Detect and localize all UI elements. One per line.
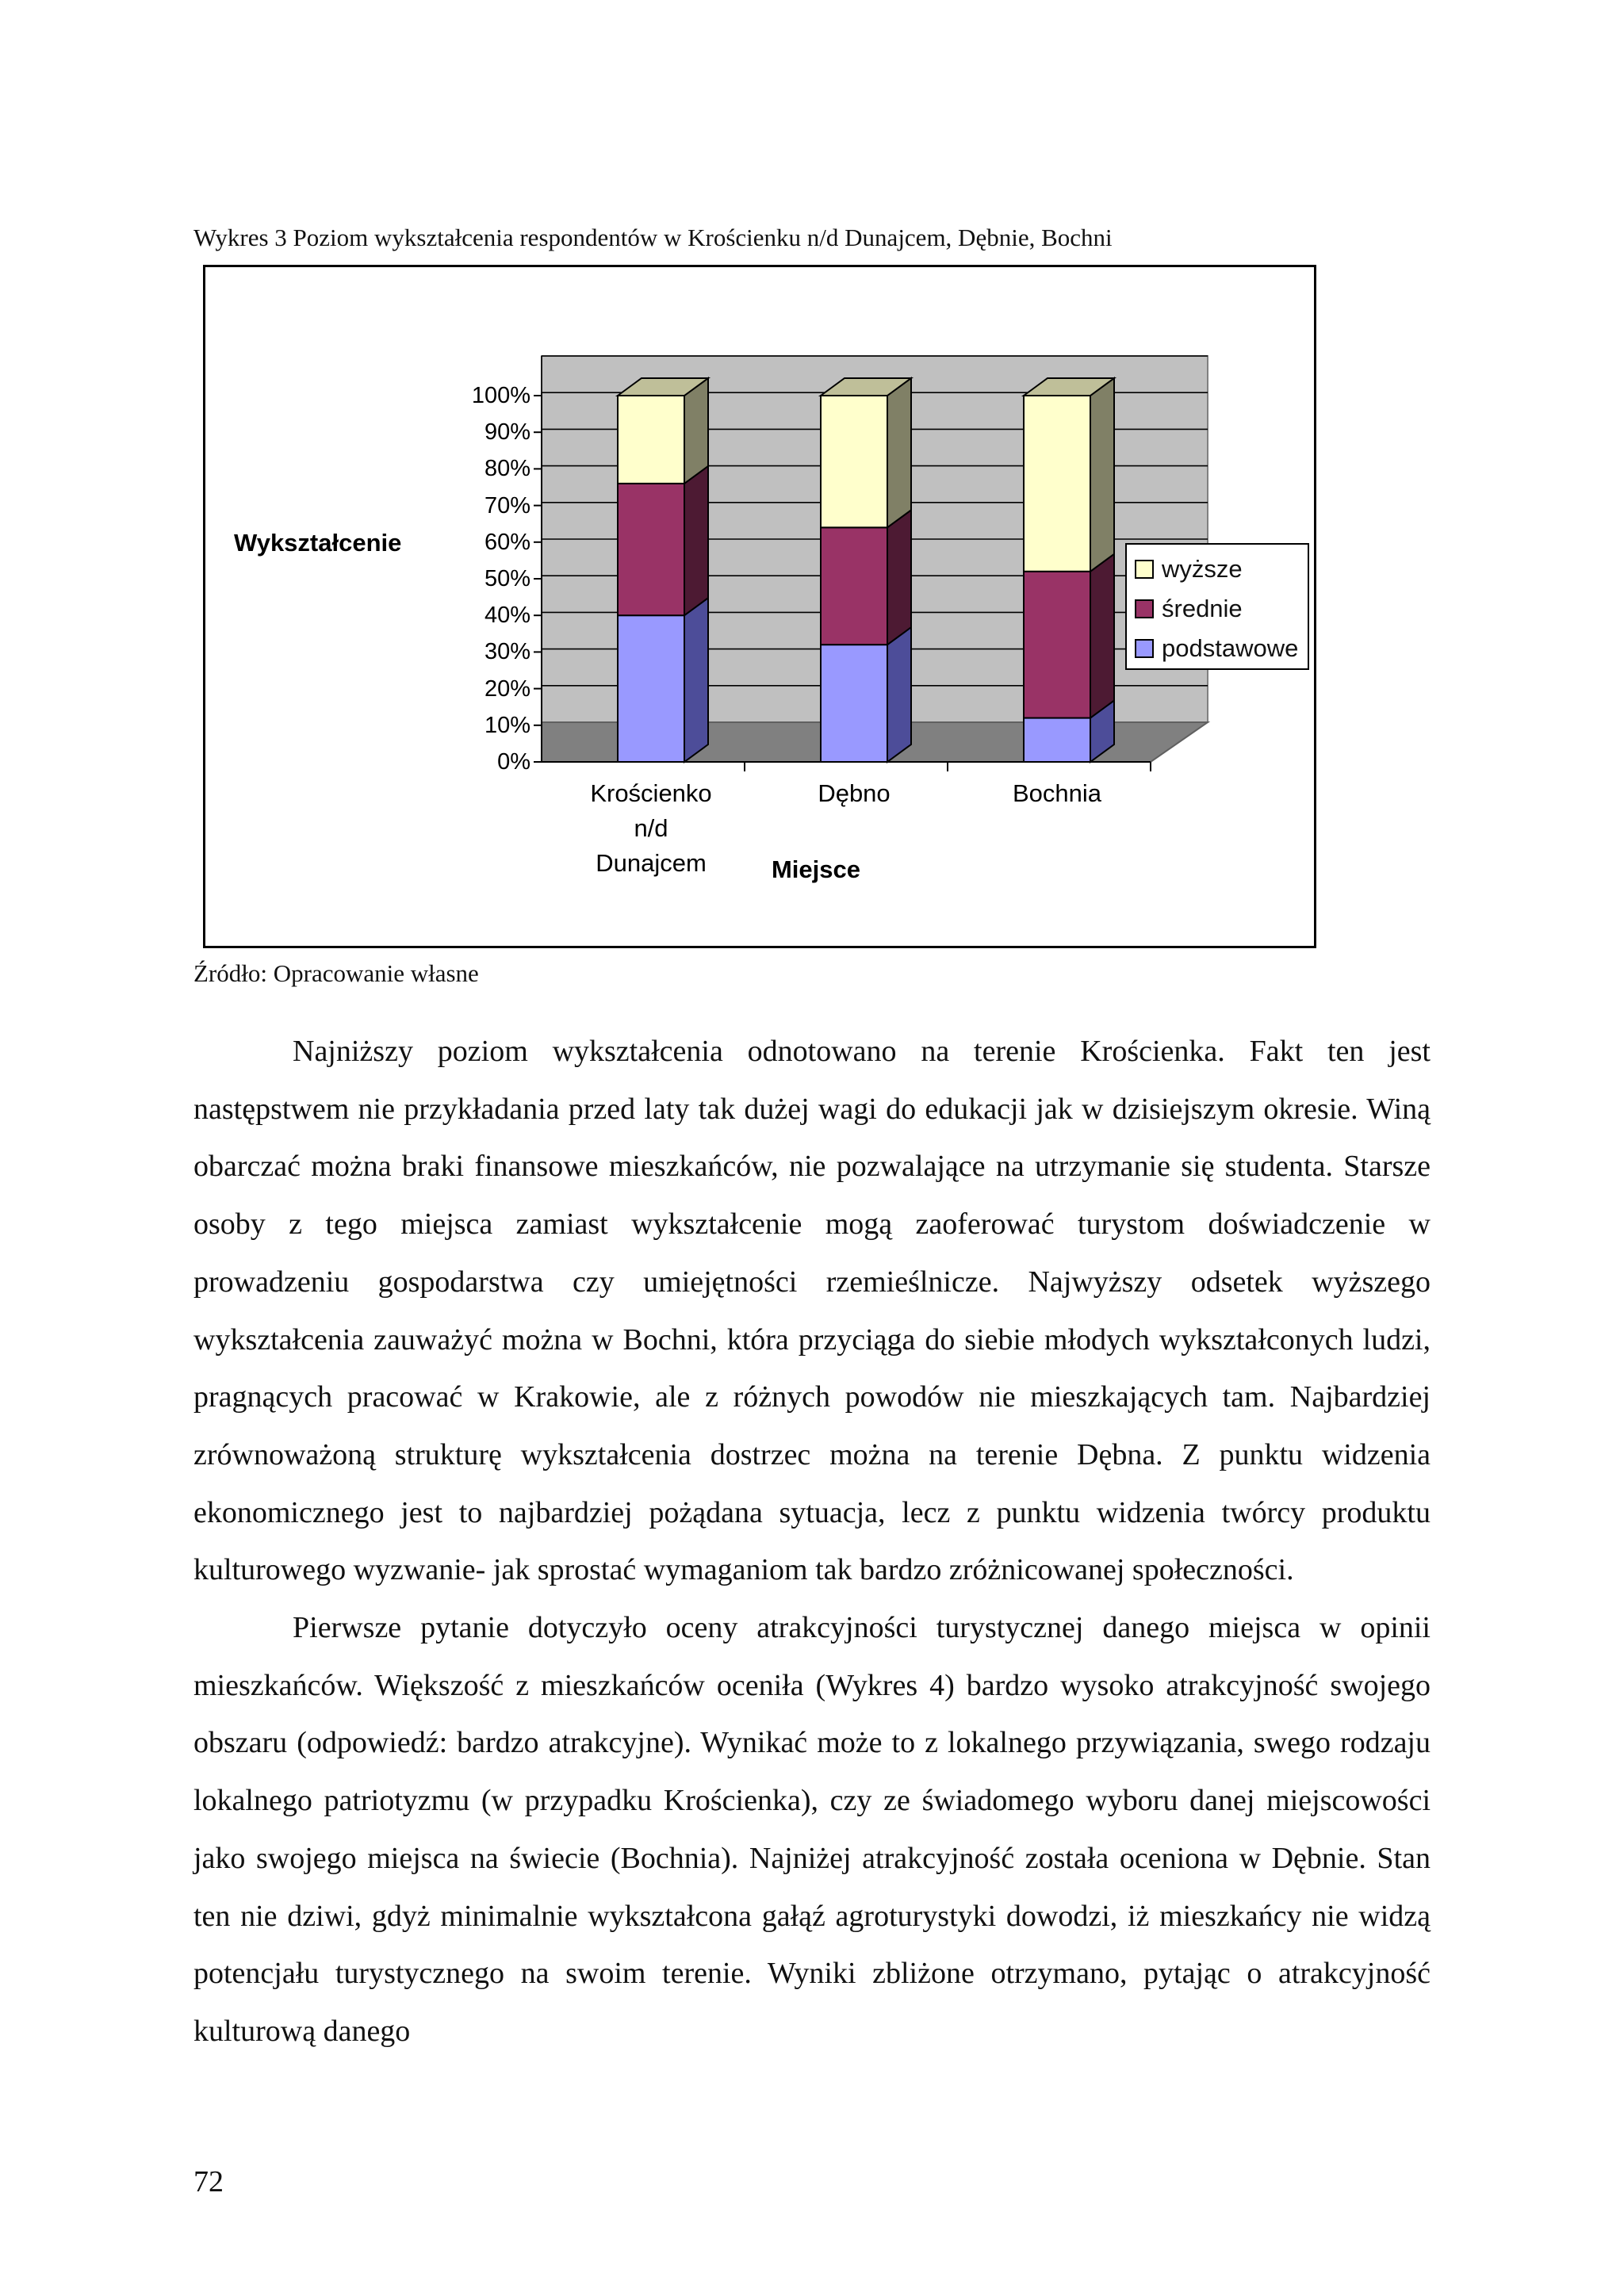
x-category-label-line: Bochnia (1012, 779, 1102, 807)
bar-side-średnie (684, 466, 708, 615)
chart-frame (203, 265, 1316, 948)
bar-średnie (618, 484, 684, 615)
bar-średnie (1024, 572, 1090, 718)
paragraph: Pierwsze pytanie dotyczyło oceny atrakcyjności turystycznej danego miejsca w opinii mieszkańców. Większość z mieszkańców oceniła (Wykres 4) bardzo wysoko atrakcyjność swojego obszaru (odpowiedź: bardzo atrakcyjne). Wynikać może to z lokalnego przywiązania, swego rodzaju lokalnego patriotyzmu (w przypadku Krościenka), czy ze świadomego wyboru danej miejscowości jako swojego miejsca na świecie (Bochnia). Najniżej atrakcyjność została oceniona w Dębnie. Stan ten nie dziwi, gdyż minimalnie wykształcona gałąź agroturystyki dowodzi, iż mieszkańcy nie widzą potencjału turystycznego na swoim terenie. Wyniki zbliżone otrzymano, pytając o atrakcyjność kulturową danego (193, 1611, 1431, 2048)
paragraph: Najniższy poziom wykształcenia odnotowano na terenie Krościenka. Fakt ten jest następstwem nie przykładania przed laty tak dużej wagi do edukacji jak w dzisiejszym okresie. Winą obarczać można braki finansowe mieszkańców, nie pozwalające na utrzymanie się studenta. Starsze osoby z tego miejsca zamiast wykształcenie mogą zaoferować turystom doświadczenie w prowadzeniu gospodarstwa czy umiejętności rzemieślnicze. Najwyższy odsetek wyższego wykształcenia zauważyć można w Bochni, która przyciąga do siebie młodych wykształconych ludzi, pragnących pracować w Krakowie, ale z różnych powodów nie mieszkających tam. Najbardziej zrównoważoną strukturę wykształcenia dostrzec można na terenie Dębna. Z punktu widzenia ekonomicznego jest to najbardziej pożądana sytuacja, lecz z punktu widzenia twórcy produktu kulturowego wyzwanie- jak sprostać wymaganiom tak bardzo zróżnicowanej społeczności. (193, 1035, 1431, 1587)
bar-side-podstawowe (887, 627, 911, 762)
bar-side-wyższe (1090, 378, 1114, 572)
legend-swatch-podstawowe (1135, 639, 1154, 658)
legend-label-podstawowe: podstawowe (1162, 634, 1299, 662)
bar-średnie (821, 527, 887, 645)
page-number: 72 (193, 2165, 224, 2198)
x-category-label-line: n/d (634, 814, 668, 842)
x-category-label (767, 776, 941, 811)
y-tick-label: 90% (484, 419, 530, 446)
y-tick-label: 50% (484, 566, 530, 591)
body-text (193, 1023, 1431, 2061)
bar-side-średnie (1090, 554, 1114, 718)
legend-item-srednie (1127, 589, 1308, 629)
y-tick-label: 80% (484, 456, 530, 482)
bar-side-podstawowe (684, 598, 708, 762)
legend-label-wyzsze: wyższe (1162, 555, 1243, 583)
y-tick-label: 100% (471, 383, 530, 408)
bar-podstawowe (821, 645, 887, 762)
bar-podstawowe (618, 615, 684, 762)
y-tick-label: 60% (484, 529, 530, 555)
bar-wyższe (1024, 396, 1090, 572)
x-category-label-line: Dębno (818, 779, 891, 807)
legend-item-wyzsze (1127, 549, 1308, 589)
y-tick-label: 40% (484, 603, 530, 629)
legend-swatch-srednie (1135, 599, 1154, 618)
y-tick-label: 70% (484, 492, 530, 519)
y-tick-label: 10% (484, 712, 530, 738)
legend-label-srednie: średnie (1162, 595, 1243, 622)
bar-wyższe (618, 396, 684, 484)
bar-wyższe (821, 396, 887, 527)
figure-caption: Wykres 3 Poziom wykształcenia respondentów w Krościenku n/d Dunajcem, Dębnie, Bochni (193, 224, 1113, 251)
legend-swatch-wyzsze (1135, 560, 1154, 579)
chart-legend (1125, 543, 1309, 670)
y-tick-label: 0% (497, 749, 530, 775)
y-axis-title: Wykształcenie (234, 529, 402, 557)
legend-item-podstawowe (1127, 629, 1308, 668)
x-category-label (564, 776, 738, 881)
bar-side-średnie (887, 510, 911, 645)
bar-podstawowe (1024, 718, 1090, 762)
x-category-label-line: Krościenko (590, 779, 712, 807)
x-category-label-line: Dunajcem (596, 849, 707, 877)
bar-side-wyższe (887, 378, 911, 527)
x-axis-title: Miejsce (771, 855, 860, 883)
source-note: Źródło: Opracowanie własne (193, 959, 479, 987)
x-category-label (970, 776, 1144, 811)
y-tick-label: 30% (484, 639, 530, 665)
y-tick-label: 20% (484, 675, 530, 702)
